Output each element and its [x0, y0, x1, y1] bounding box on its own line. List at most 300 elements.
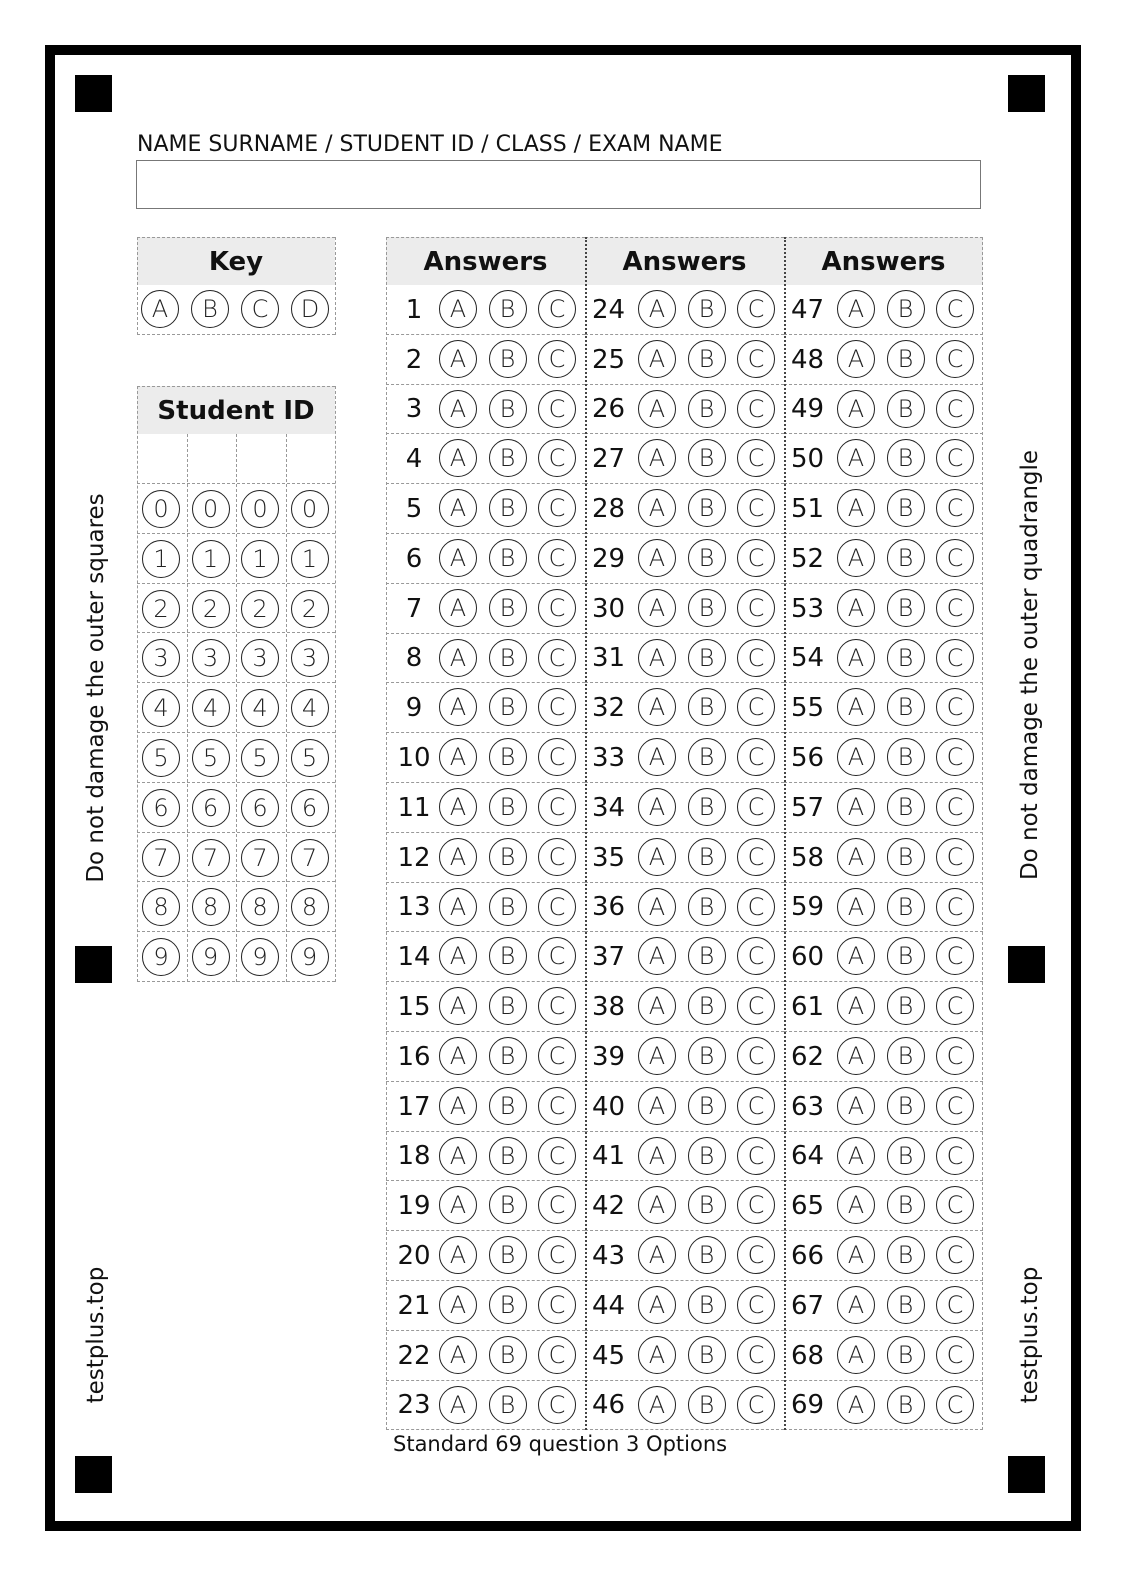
- answer-bubble[interactable]: A: [837, 688, 875, 726]
- answer-bubble[interactable]: A: [638, 1336, 676, 1374]
- answer-bubble[interactable]: C: [936, 788, 974, 826]
- answer-bubble[interactable]: C: [538, 1386, 576, 1424]
- answer-bubble[interactable]: A: [837, 489, 875, 527]
- answer-bubble[interactable]: A: [439, 738, 477, 776]
- answer-bubble[interactable]: A: [439, 1186, 477, 1224]
- answers-column-title: Answers: [386, 237, 585, 285]
- answer-bubble[interactable]: B: [489, 1236, 527, 1274]
- question-number: 48: [791, 344, 825, 375]
- answer-bubble[interactable]: A: [439, 390, 477, 428]
- student-id-bubble[interactable]: 8: [241, 888, 279, 926]
- answer-bubble[interactable]: C: [936, 390, 974, 428]
- answer-bubble[interactable]: C: [936, 838, 974, 876]
- question-number: 7: [405, 593, 423, 624]
- answer-bubble[interactable]: A: [439, 788, 477, 826]
- answer-bubble[interactable]: C: [936, 489, 974, 527]
- question-number: 44: [592, 1290, 626, 1321]
- answer-bubble[interactable]: C: [737, 1386, 775, 1424]
- answer-bubble[interactable]: C: [737, 1087, 775, 1125]
- answer-bubble[interactable]: B: [887, 340, 925, 378]
- answer-bubble[interactable]: A: [837, 1186, 875, 1224]
- answer-bubble[interactable]: A: [638, 937, 676, 975]
- answer-bubble[interactable]: C: [936, 539, 974, 577]
- answer-bubble[interactable]: B: [688, 1336, 726, 1374]
- question-number: 63: [791, 1091, 825, 1122]
- answer-bubble[interactable]: B: [887, 439, 925, 477]
- question-number: 12: [397, 842, 431, 873]
- answer-bubble[interactable]: C: [737, 838, 775, 876]
- answer-bubble[interactable]: C: [538, 738, 576, 776]
- answer-bubble[interactable]: A: [837, 987, 875, 1025]
- answer-bubble[interactable]: A: [439, 1087, 477, 1125]
- answer-bubble[interactable]: A: [638, 1386, 676, 1424]
- answer-bubble[interactable]: A: [638, 788, 676, 826]
- question-number: 22: [397, 1340, 431, 1371]
- answer-bubble[interactable]: C: [936, 738, 974, 776]
- answer-bubble[interactable]: B: [887, 589, 925, 627]
- question-number: 62: [791, 1041, 825, 1072]
- answer-bubble[interactable]: C: [538, 1236, 576, 1274]
- answer-bubble[interactable]: A: [439, 439, 477, 477]
- answer-bubble[interactable]: B: [489, 1037, 527, 1075]
- answer-bubble[interactable]: B: [887, 290, 925, 328]
- answer-bubble[interactable]: A: [837, 589, 875, 627]
- answer-bubble[interactable]: B: [688, 987, 726, 1025]
- answer-bubble[interactable]: A: [638, 1286, 676, 1324]
- question-number: 39: [592, 1041, 626, 1072]
- answer-bubble[interactable]: C: [538, 1137, 576, 1175]
- answer-bubble[interactable]: B: [887, 1137, 925, 1175]
- answer-bubble[interactable]: C: [538, 589, 576, 627]
- answer-bubble[interactable]: C: [737, 589, 775, 627]
- student-id-bubble[interactable]: 4: [142, 689, 180, 727]
- question-number: 35: [592, 842, 626, 873]
- answer-bubble[interactable]: B: [688, 639, 726, 677]
- answer-bubble[interactable]: C: [737, 888, 775, 926]
- answer-bubble[interactable]: A: [439, 888, 477, 926]
- answer-bubble[interactable]: C: [538, 1286, 576, 1324]
- answer-bubble[interactable]: A: [837, 1137, 875, 1175]
- right-brand-text: testplus.top: [1017, 1266, 1043, 1404]
- answer-bubble[interactable]: C: [538, 489, 576, 527]
- question-number: 8: [405, 643, 423, 674]
- student-id-bubble[interactable]: 2: [291, 590, 329, 628]
- answer-bubble[interactable]: B: [489, 1087, 527, 1125]
- answer-bubble[interactable]: A: [439, 688, 477, 726]
- question-number: 21: [397, 1290, 431, 1321]
- answer-bubble[interactable]: A: [439, 589, 477, 627]
- answer-bubble[interactable]: B: [887, 738, 925, 776]
- answer-bubble[interactable]: A: [439, 1037, 477, 1075]
- answer-bubble[interactable]: B: [887, 1186, 925, 1224]
- answer-bubble[interactable]: A: [439, 1336, 477, 1374]
- student-id-bubble[interactable]: 3: [142, 639, 180, 677]
- answer-bubble[interactable]: C: [538, 1087, 576, 1125]
- answer-bubble[interactable]: C: [538, 688, 576, 726]
- answer-bubble[interactable]: C: [538, 340, 576, 378]
- answer-bubble[interactable]: B: [688, 1386, 726, 1424]
- question-number: 17: [397, 1091, 431, 1122]
- answer-bubble[interactable]: B: [489, 290, 527, 328]
- answer-bubble[interactable]: A: [837, 1286, 875, 1324]
- answer-bubble[interactable]: B: [688, 788, 726, 826]
- answer-bubble[interactable]: A: [837, 1336, 875, 1374]
- student-id-bubble[interactable]: 9: [291, 938, 329, 976]
- student-id-bubble[interactable]: 2: [142, 590, 180, 628]
- question-number: 3: [405, 394, 423, 425]
- student-id-bubble[interactable]: 1: [291, 540, 329, 578]
- answer-bubble[interactable]: B: [489, 838, 527, 876]
- answer-bubble[interactable]: C: [538, 439, 576, 477]
- question-number: 32: [592, 693, 626, 724]
- answer-bubble[interactable]: A: [837, 340, 875, 378]
- answer-bubble[interactable]: C: [936, 639, 974, 677]
- answer-bubble[interactable]: C: [737, 489, 775, 527]
- answer-bubble[interactable]: C: [936, 937, 974, 975]
- answer-bubble[interactable]: A: [439, 838, 477, 876]
- answer-bubble[interactable]: A: [638, 1236, 676, 1274]
- answer-bubble[interactable]: A: [638, 1087, 676, 1125]
- name-field[interactable]: [136, 160, 981, 209]
- student-id-bubble[interactable]: 2: [241, 590, 279, 628]
- answer-bubble[interactable]: B: [887, 639, 925, 677]
- grid-line: [137, 237, 138, 335]
- answer-bubble[interactable]: B: [887, 987, 925, 1025]
- answer-bubble[interactable]: C: [936, 1386, 974, 1424]
- answer-bubble[interactable]: C: [737, 1236, 775, 1274]
- answer-bubble[interactable]: B: [688, 1087, 726, 1125]
- answer-bubble[interactable]: B: [489, 788, 527, 826]
- answer-bubble[interactable]: A: [439, 340, 477, 378]
- answer-bubble[interactable]: A: [439, 489, 477, 527]
- answer-bubble[interactable]: C: [936, 888, 974, 926]
- answer-bubble[interactable]: C: [538, 390, 576, 428]
- answer-bubble[interactable]: C: [538, 987, 576, 1025]
- student-id-bubble[interactable]: 3: [192, 639, 230, 677]
- key-bubble[interactable]: D: [291, 290, 329, 328]
- answer-bubble[interactable]: C: [538, 937, 576, 975]
- answer-bubble[interactable]: C: [936, 1236, 974, 1274]
- registration-square: [75, 946, 112, 983]
- student-id-bubble[interactable]: 5: [241, 739, 279, 777]
- question-number: 30: [592, 593, 626, 624]
- student-id-bubble[interactable]: 7: [142, 839, 180, 877]
- answer-bubble[interactable]: B: [489, 489, 527, 527]
- answer-bubble[interactable]: C: [737, 1286, 775, 1324]
- answer-bubble[interactable]: B: [489, 1386, 527, 1424]
- answer-bubble[interactable]: C: [936, 1286, 974, 1324]
- student-id-bubble[interactable]: 6: [142, 789, 180, 827]
- question-number: 4: [405, 444, 423, 475]
- answer-bubble[interactable]: C: [936, 439, 974, 477]
- answer-bubble[interactable]: B: [887, 788, 925, 826]
- answer-bubble[interactable]: B: [887, 1336, 925, 1374]
- answer-bubble[interactable]: C: [737, 290, 775, 328]
- answer-bubble[interactable]: B: [887, 1037, 925, 1075]
- student-id-bubble[interactable]: 0: [241, 490, 279, 528]
- question-number: 61: [791, 992, 825, 1023]
- answer-bubble[interactable]: A: [837, 1037, 875, 1075]
- answer-bubble[interactable]: C: [936, 1336, 974, 1374]
- student-id-bubble[interactable]: 3: [241, 639, 279, 677]
- answer-bubble[interactable]: A: [837, 290, 875, 328]
- answer-bubble[interactable]: A: [439, 1236, 477, 1274]
- answer-bubble[interactable]: B: [887, 539, 925, 577]
- question-number: 49: [791, 394, 825, 425]
- student-id-bubble[interactable]: 6: [241, 789, 279, 827]
- answer-bubble[interactable]: B: [489, 937, 527, 975]
- answer-bubble[interactable]: B: [887, 1386, 925, 1424]
- answer-bubble[interactable]: B: [489, 1137, 527, 1175]
- answer-bubble[interactable]: C: [737, 1137, 775, 1175]
- question-number: 36: [592, 892, 626, 923]
- student-id-bubble[interactable]: 4: [291, 689, 329, 727]
- student-id-bubble[interactable]: 9: [142, 938, 180, 976]
- answer-bubble[interactable]: B: [489, 589, 527, 627]
- answer-bubble[interactable]: A: [638, 340, 676, 378]
- student-id-bubble[interactable]: 8: [192, 888, 230, 926]
- answer-bubble[interactable]: A: [837, 1236, 875, 1274]
- key-bubble[interactable]: B: [191, 290, 229, 328]
- answer-bubble[interactable]: B: [688, 888, 726, 926]
- answer-bubble[interactable]: A: [837, 539, 875, 577]
- answer-bubble[interactable]: A: [638, 1186, 676, 1224]
- answer-bubble[interactable]: B: [688, 1137, 726, 1175]
- sheet-footer-note: Standard 69 question 3 Options: [393, 1432, 728, 1456]
- answer-bubble[interactable]: A: [439, 937, 477, 975]
- answer-bubble[interactable]: B: [887, 390, 925, 428]
- key-bubble[interactable]: A: [141, 290, 179, 328]
- answer-bubble[interactable]: A: [439, 290, 477, 328]
- answer-bubble[interactable]: B: [489, 639, 527, 677]
- question-number: 31: [592, 643, 626, 674]
- answer-bubble[interactable]: C: [737, 688, 775, 726]
- answer-bubble[interactable]: C: [538, 788, 576, 826]
- answer-bubble[interactable]: A: [638, 1137, 676, 1175]
- question-number: 40: [592, 1091, 626, 1122]
- answer-bubble[interactable]: B: [887, 489, 925, 527]
- answer-bubble[interactable]: C: [737, 439, 775, 477]
- answer-bubble[interactable]: A: [837, 838, 875, 876]
- question-number: 9: [405, 693, 423, 724]
- answer-bubble[interactable]: B: [688, 340, 726, 378]
- answer-bubble[interactable]: B: [688, 738, 726, 776]
- registration-square: [1008, 1456, 1045, 1493]
- answer-bubble[interactable]: B: [489, 688, 527, 726]
- question-number: 24: [592, 294, 626, 325]
- answer-bubble[interactable]: C: [737, 539, 775, 577]
- answer-bubble[interactable]: A: [638, 838, 676, 876]
- answer-bubble[interactable]: C: [737, 937, 775, 975]
- question-number: 33: [592, 743, 626, 774]
- answer-bubble[interactable]: A: [638, 987, 676, 1025]
- answer-bubble[interactable]: C: [737, 788, 775, 826]
- student-id-bubble[interactable]: 7: [241, 839, 279, 877]
- answer-bubble[interactable]: C: [936, 290, 974, 328]
- question-number: 51: [791, 494, 825, 525]
- answer-bubble[interactable]: C: [737, 1186, 775, 1224]
- answer-bubble[interactable]: A: [837, 788, 875, 826]
- answer-bubble[interactable]: C: [538, 290, 576, 328]
- answer-bubble[interactable]: C: [737, 987, 775, 1025]
- student-id-bubble[interactable]: 3: [291, 639, 329, 677]
- student-id-bubble[interactable]: 1: [192, 540, 230, 578]
- student-id-bubble[interactable]: 7: [291, 839, 329, 877]
- answer-bubble[interactable]: A: [638, 1037, 676, 1075]
- student-id-bubble[interactable]: 9: [241, 938, 279, 976]
- answer-bubble[interactable]: A: [837, 888, 875, 926]
- answer-bubble[interactable]: C: [538, 1336, 576, 1374]
- question-number: 16: [397, 1041, 431, 1072]
- answer-bubble[interactable]: A: [638, 888, 676, 926]
- answer-bubble[interactable]: A: [638, 290, 676, 328]
- answer-bubble[interactable]: B: [688, 688, 726, 726]
- question-number: 28: [592, 494, 626, 525]
- answer-bubble[interactable]: A: [638, 589, 676, 627]
- right-warning-text: Do not damage the outer quadrangle: [1017, 449, 1043, 881]
- student-id-bubble[interactable]: 5: [192, 739, 230, 777]
- answer-bubble[interactable]: A: [837, 1087, 875, 1125]
- student-id-bubble[interactable]: 5: [142, 739, 180, 777]
- answer-bubble[interactable]: A: [837, 1386, 875, 1424]
- answer-bubble[interactable]: B: [489, 539, 527, 577]
- question-number: 19: [397, 1191, 431, 1222]
- student-id-bubble[interactable]: 1: [142, 540, 180, 578]
- answer-bubble[interactable]: B: [887, 1286, 925, 1324]
- answer-bubble[interactable]: B: [887, 1236, 925, 1274]
- answer-bubble[interactable]: B: [887, 888, 925, 926]
- question-number: 20: [397, 1241, 431, 1272]
- key-bubble[interactable]: C: [241, 290, 279, 328]
- answer-bubble[interactable]: B: [688, 1186, 726, 1224]
- answer-bubble[interactable]: B: [887, 688, 925, 726]
- question-number: 2: [405, 344, 423, 375]
- answer-bubble[interactable]: A: [638, 688, 676, 726]
- answer-bubble[interactable]: C: [737, 340, 775, 378]
- student-id-bubble[interactable]: 0: [142, 490, 180, 528]
- answer-bubble[interactable]: C: [538, 888, 576, 926]
- answer-bubble[interactable]: B: [688, 589, 726, 627]
- answer-bubble[interactable]: A: [837, 937, 875, 975]
- answer-bubble[interactable]: B: [688, 539, 726, 577]
- question-number: 69: [791, 1390, 825, 1421]
- answer-bubble[interactable]: C: [936, 987, 974, 1025]
- answer-bubble[interactable]: C: [936, 688, 974, 726]
- student-id-bubble[interactable]: 9: [192, 938, 230, 976]
- student-id-bubble[interactable]: 2: [192, 590, 230, 628]
- answer-bubble[interactable]: A: [638, 539, 676, 577]
- answer-bubble[interactable]: C: [936, 340, 974, 378]
- student-id-bubble[interactable]: 6: [192, 789, 230, 827]
- student-id-bubble[interactable]: 4: [241, 689, 279, 727]
- answer-bubble[interactable]: B: [688, 937, 726, 975]
- question-number: 66: [791, 1241, 825, 1272]
- answer-bubble[interactable]: C: [737, 639, 775, 677]
- student-id-bubble[interactable]: 4: [192, 689, 230, 727]
- answer-bubble[interactable]: C: [538, 838, 576, 876]
- answer-bubble[interactable]: C: [737, 1037, 775, 1075]
- answer-bubble[interactable]: C: [538, 1037, 576, 1075]
- answer-bubble[interactable]: A: [439, 539, 477, 577]
- answer-bubble[interactable]: B: [489, 987, 527, 1025]
- answer-bubble[interactable]: C: [936, 1186, 974, 1224]
- answer-bubble[interactable]: B: [688, 838, 726, 876]
- student-id-bubble[interactable]: 5: [291, 739, 329, 777]
- question-number: 54: [791, 643, 825, 674]
- answer-bubble[interactable]: A: [439, 1386, 477, 1424]
- answer-bubble[interactable]: C: [936, 1087, 974, 1125]
- answer-bubble[interactable]: B: [489, 439, 527, 477]
- answer-bubble[interactable]: C: [538, 539, 576, 577]
- answer-bubble[interactable]: C: [737, 1336, 775, 1374]
- answer-bubble[interactable]: A: [439, 639, 477, 677]
- student-id-title: Student ID: [137, 386, 335, 434]
- answer-bubble[interactable]: B: [489, 1336, 527, 1374]
- student-id-bubble[interactable]: 8: [291, 888, 329, 926]
- answer-bubble[interactable]: A: [439, 1286, 477, 1324]
- answer-bubble[interactable]: C: [737, 738, 775, 776]
- answer-bubble[interactable]: B: [489, 1286, 527, 1324]
- answer-bubble[interactable]: A: [638, 738, 676, 776]
- answer-bubble[interactable]: B: [887, 838, 925, 876]
- answer-bubble[interactable]: B: [688, 1236, 726, 1274]
- question-number: 41: [592, 1141, 626, 1172]
- answer-bubble[interactable]: B: [887, 1087, 925, 1125]
- answer-bubble[interactable]: A: [837, 439, 875, 477]
- answer-bubble[interactable]: C: [936, 1137, 974, 1175]
- answer-bubble[interactable]: B: [489, 738, 527, 776]
- answer-bubble[interactable]: C: [936, 589, 974, 627]
- answer-bubble[interactable]: C: [538, 639, 576, 677]
- answer-bubble[interactable]: A: [837, 390, 875, 428]
- answer-bubble[interactable]: A: [837, 738, 875, 776]
- student-id-bubble[interactable]: 1: [241, 540, 279, 578]
- answer-bubble[interactable]: A: [638, 390, 676, 428]
- question-number: 53: [791, 593, 825, 624]
- answer-bubble[interactable]: B: [688, 1286, 726, 1324]
- answer-bubble[interactable]: B: [489, 390, 527, 428]
- question-number: 68: [791, 1340, 825, 1371]
- answer-bubble[interactable]: C: [737, 390, 775, 428]
- student-id-bubble[interactable]: 7: [192, 839, 230, 877]
- answer-bubble[interactable]: C: [538, 1186, 576, 1224]
- answer-bubble[interactable]: B: [887, 937, 925, 975]
- answer-bubble[interactable]: B: [489, 1186, 527, 1224]
- question-number: 5: [405, 494, 423, 525]
- grid-line: [982, 237, 983, 1430]
- answer-bubble[interactable]: C: [936, 1037, 974, 1075]
- answer-bubble[interactable]: A: [439, 1137, 477, 1175]
- student-id-bubble[interactable]: 8: [142, 888, 180, 926]
- answer-bubble[interactable]: B: [688, 290, 726, 328]
- answer-bubble[interactable]: B: [688, 1037, 726, 1075]
- student-id-bubble[interactable]: 0: [192, 490, 230, 528]
- answer-bubble[interactable]: A: [638, 639, 676, 677]
- answer-bubble[interactable]: B: [688, 489, 726, 527]
- answer-bubble[interactable]: B: [688, 390, 726, 428]
- answer-bubble[interactable]: B: [489, 888, 527, 926]
- answer-bubble[interactable]: B: [688, 439, 726, 477]
- answer-bubble[interactable]: A: [439, 987, 477, 1025]
- answer-bubble[interactable]: A: [638, 489, 676, 527]
- registration-square: [1008, 946, 1045, 983]
- student-id-bubble[interactable]: 6: [291, 789, 329, 827]
- answer-bubble[interactable]: A: [837, 639, 875, 677]
- answer-bubble[interactable]: A: [638, 439, 676, 477]
- student-id-bubble[interactable]: 0: [291, 490, 329, 528]
- answer-bubble[interactable]: B: [489, 340, 527, 378]
- name-field-label: NAME SURNAME / STUDENT ID / CLASS / EXAM NAME: [137, 132, 723, 157]
